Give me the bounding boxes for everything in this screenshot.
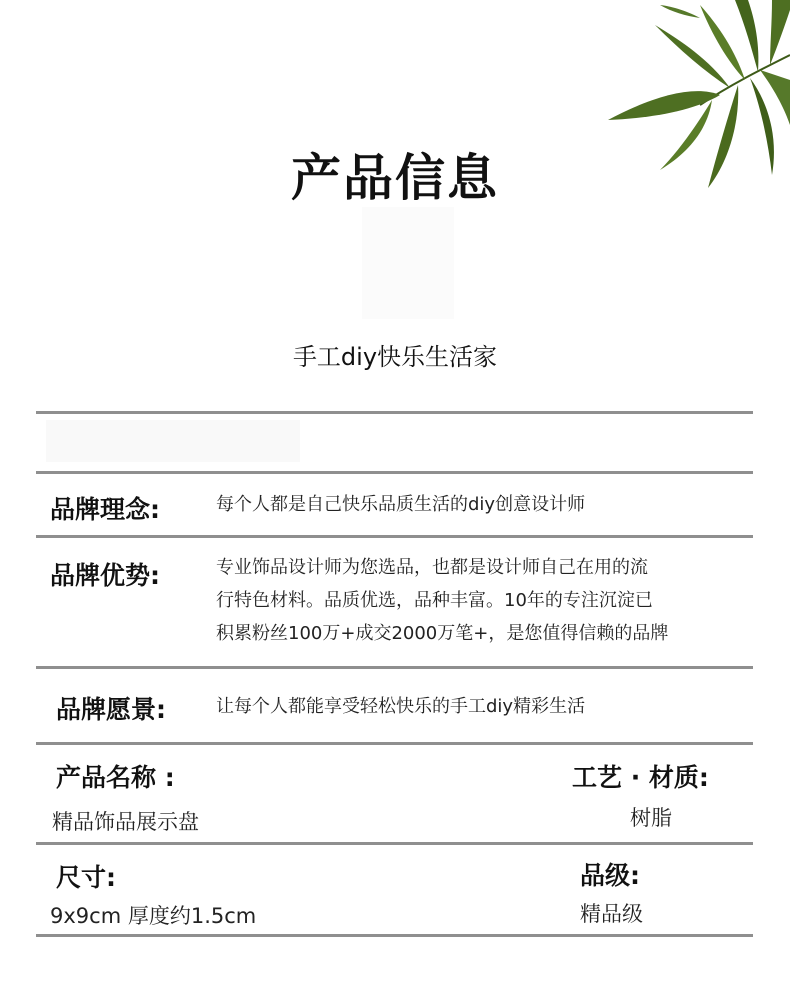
- brand-logo-placeholder: [362, 207, 454, 319]
- material-value: 树脂: [630, 806, 672, 830]
- brand-vision-text: 让每个人都能享受轻松快乐的手工diy精彩生活: [216, 696, 586, 717]
- product-name-label: 产品名称 :: [56, 763, 175, 792]
- page-title: 产品信息: [291, 149, 499, 207]
- material-label: 工艺 · 材质:: [572, 763, 709, 792]
- grade-label: 品级:: [580, 861, 640, 890]
- brand-advantage-line-1: 专业饰品设计师为您选品，也都是设计师自己在用的流: [216, 557, 648, 578]
- size-label: 尺寸:: [56, 863, 116, 892]
- divider: [36, 934, 753, 937]
- product-name-value: 精品饰品展示盘: [52, 810, 199, 834]
- faint-banner: [46, 420, 300, 462]
- page-subtitle: 手工diy快乐生活家: [292, 343, 498, 371]
- brand-vision-label: 品牌愿景:: [56, 695, 166, 724]
- size-value: 9x9cm 厚度约1.5cm: [50, 904, 257, 928]
- brand-advantage-line-3: 积累粉丝100万+成交2000万笔+，是您值得信赖的品牌: [216, 623, 669, 644]
- brand-advantage-line-2: 行特色材料。品质优选，品种丰富。10年的专注沉淀已: [216, 590, 653, 611]
- grade-value: 精品级: [580, 902, 643, 926]
- brand-concept-label: 品牌理念:: [50, 495, 160, 524]
- divider: [36, 742, 753, 745]
- brand-advantage-label: 品牌优势:: [50, 561, 160, 590]
- brand-concept-text: 每个人都是自己快乐品质生活的diy创意设计师: [216, 494, 586, 515]
- divider: [36, 471, 753, 474]
- divider: [36, 535, 753, 538]
- divider: [36, 666, 753, 669]
- divider: [36, 842, 753, 845]
- divider: [36, 411, 753, 414]
